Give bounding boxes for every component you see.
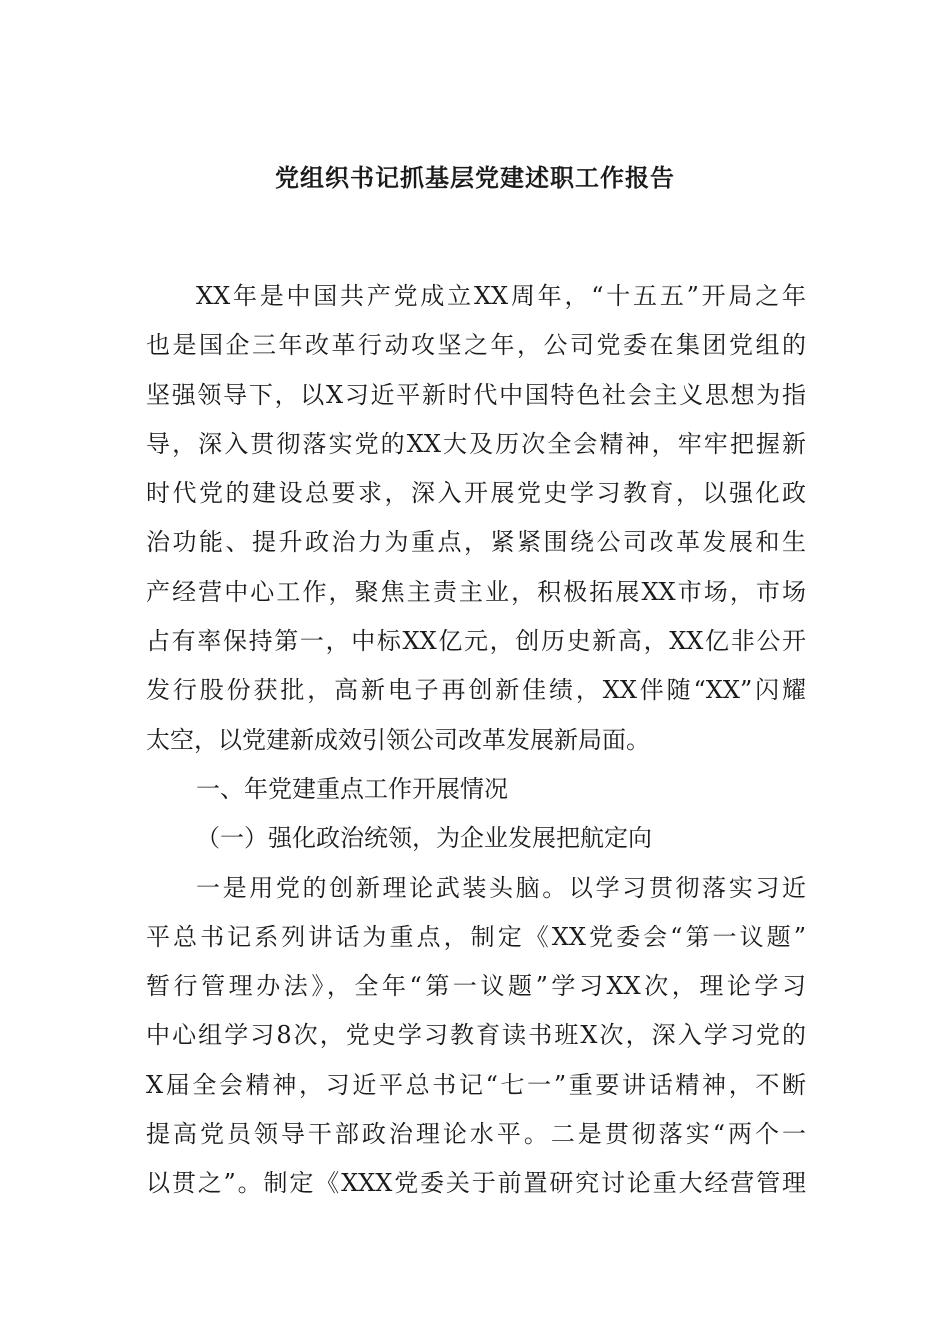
- body-line: 也是国企三年改革行动攻坚之年，公司党委在集团党组的: [146, 331, 806, 360]
- body-line: 治功能、提升政治力为重点，紧紧围绕公司改革发展和生: [146, 528, 806, 557]
- body-line: 时代党的建设总要求，深入开展党史学习教育，以强化政: [146, 479, 806, 508]
- body-line: 太空，以党建新成效引领公司改革发展新局面。: [146, 725, 650, 754]
- body-line: 一、年党建重点工作开展情况: [196, 774, 508, 803]
- body-line: 产经营中心工作，聚焦主责主业，积极拓展XX市场，市场: [146, 577, 806, 606]
- body-line: XX年是中国共产党成立XX周年，“十五五”开局之年: [196, 282, 806, 310]
- body-line: 坚强领导下，以X习近平新时代中国特色社会主义思想为指: [146, 380, 806, 409]
- body-line: 提高党员领导干部政治理论水平。二是贯彻落实“两个一: [146, 1120, 806, 1149]
- document-body: [146, 272, 806, 1209]
- body-line: 一是用党的创新理论武装头脑。以学习贯彻落实习近: [196, 873, 806, 902]
- body-line: 中心组学习8次，党史学习教育读书班X次，深入学习党的: [146, 1021, 806, 1050]
- body-line: 以贯之”。制定《XXX党委关于前置研究讨论重大经营管理: [146, 1169, 806, 1198]
- document-title: 党组织书记抓基层党建述职工作报告: [275, 163, 675, 192]
- body-line: 发行股份获批，高新电子再创新佳绩，XX伴随“XX”闪耀: [146, 676, 806, 705]
- body-line: 导，深入贯彻落实党的XX大及历次全会精神，牢牢把握新: [146, 429, 806, 458]
- body-line: 平总书记系列讲话为重点，制定《XX党委会“第一议题”: [146, 922, 806, 951]
- body-line: 暂行管理办法》，全年“第一议题”学习XX次，理论学习: [146, 972, 806, 1001]
- body-line: 占有率保持第一，中标XX亿元，创历史新高，XX亿非公开: [146, 627, 806, 656]
- body-line: （一）强化政治统领，为企业发展把航定向: [196, 824, 652, 853]
- body-line: X届全会精神，习近平总书记“七一”重要讲话精神，不断: [146, 1070, 806, 1099]
